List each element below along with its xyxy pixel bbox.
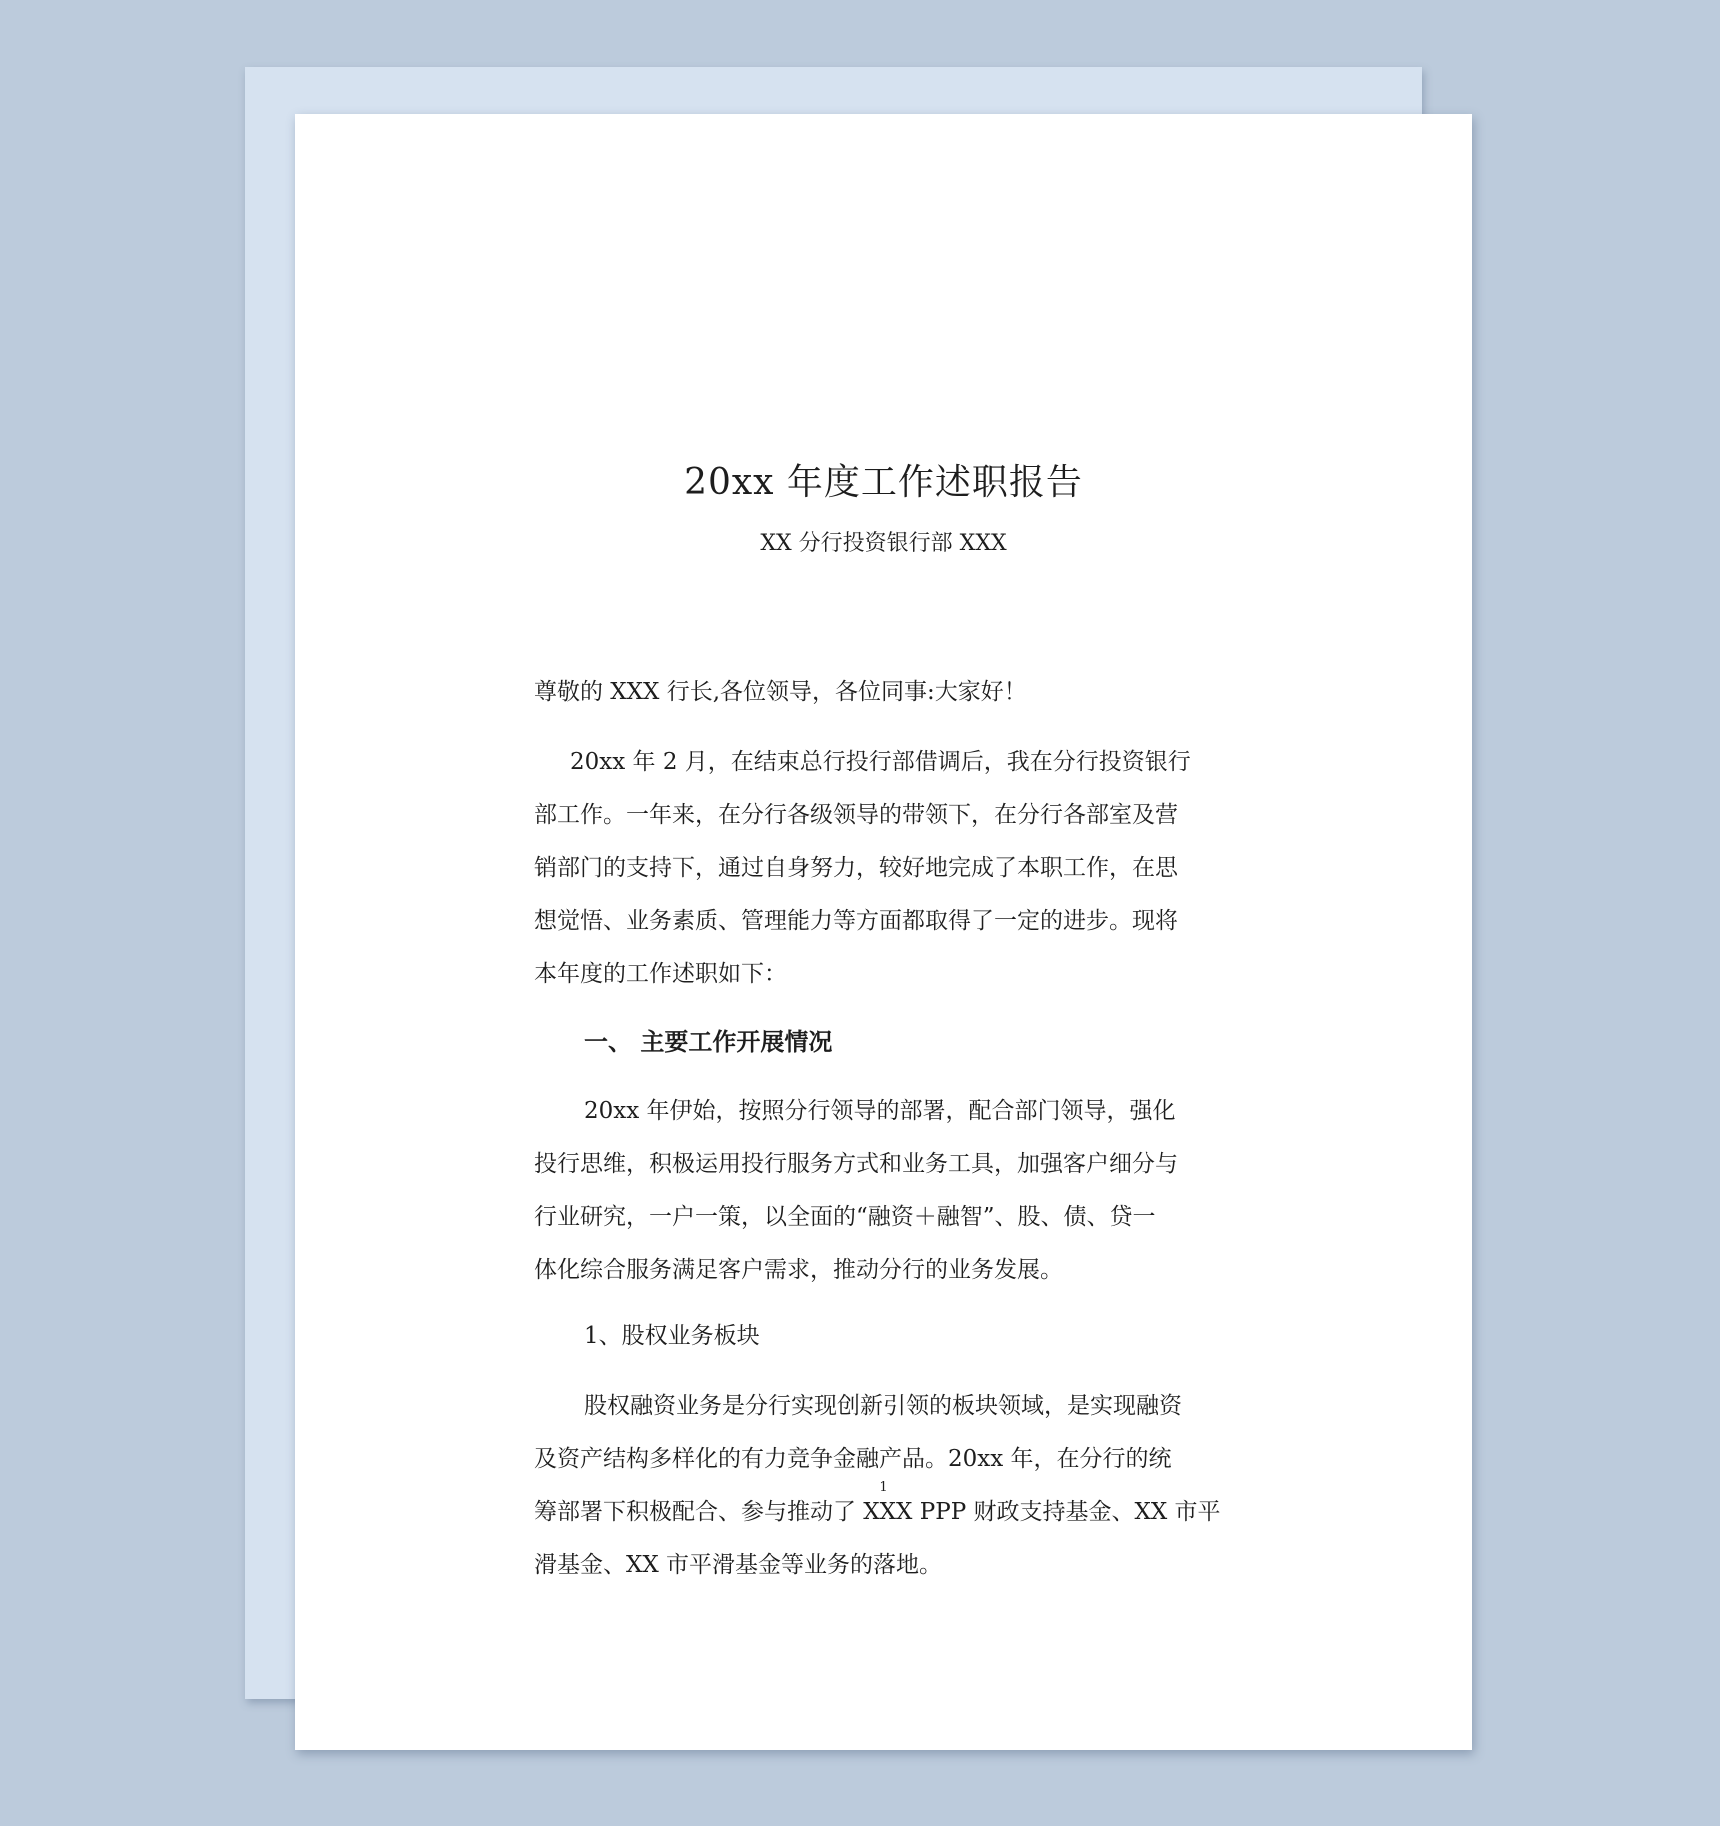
section-1-line: 投行思维，积极运用投行服务方式和业务工具，加强客户细分与 (534, 1151, 1178, 1177)
intro-line: 20xx 年 2 月，在结束总行投行部借调后，我在分行投资银行 (570, 749, 1191, 775)
greeting-paragraph (534, 666, 1234, 719)
document-subtitle: XX 分行投资银行部 XXX (760, 531, 1007, 556)
intro-line: 本年度的工作述职如下： (534, 961, 787, 987)
section-1-line: 20xx 年伊始，按照分行领导的部署，配合部门领导，强化 (584, 1098, 1176, 1124)
section-1-paragraph (534, 1085, 1234, 1297)
section-1-heading-block (534, 1016, 1234, 1069)
intro-line: 部工作。一年来，在分行各级领导的带领下，在分行各部室及营 (534, 802, 1178, 828)
subsection-1-heading-block (534, 1310, 1234, 1363)
page-number: 1 (879, 1480, 888, 1495)
subsection-1-heading: 1、股权业务板块 (584, 1323, 760, 1349)
section-1-line: 体化综合服务满足客户需求，推动分行的业务发展。 (534, 1257, 1063, 1283)
section-1-heading: 一、 主要工作开展情况 (584, 1028, 833, 1056)
subsection-1-line: 股权融资业务是分行实现创新引领的板块领域，是实现融资 (584, 1393, 1182, 1419)
document-title: 20xx 年度工作述职报告 (684, 462, 1083, 503)
subsection-1-line: 及资产结构多样化的有力竞争金融产品。20xx 年，在分行的统 (534, 1446, 1172, 1472)
section-1-line: 行业研究，一户一策，以全面的“融资＋融智”、股、债、贷一 (534, 1204, 1156, 1230)
intro-paragraph (534, 736, 1234, 1001)
subsection-1-line: 筹部署下积极配合、参与推动了 XXX PPP 财政支持基金、XX 市平 (534, 1499, 1221, 1525)
greeting-line: 尊敬的 XXX 行长,各位领导，各位同事:大家好！ (534, 679, 1027, 705)
subsection-1-line: 滑基金、XX 市平滑基金等业务的落地。 (534, 1552, 943, 1578)
document-page (295, 114, 1472, 1750)
intro-line: 想觉悟、业务素质、管理能力等方面都取得了一定的进步。现将 (534, 908, 1178, 934)
intro-line: 销部门的支持下，通过自身努力，较好地完成了本职工作，在思 (534, 855, 1178, 881)
